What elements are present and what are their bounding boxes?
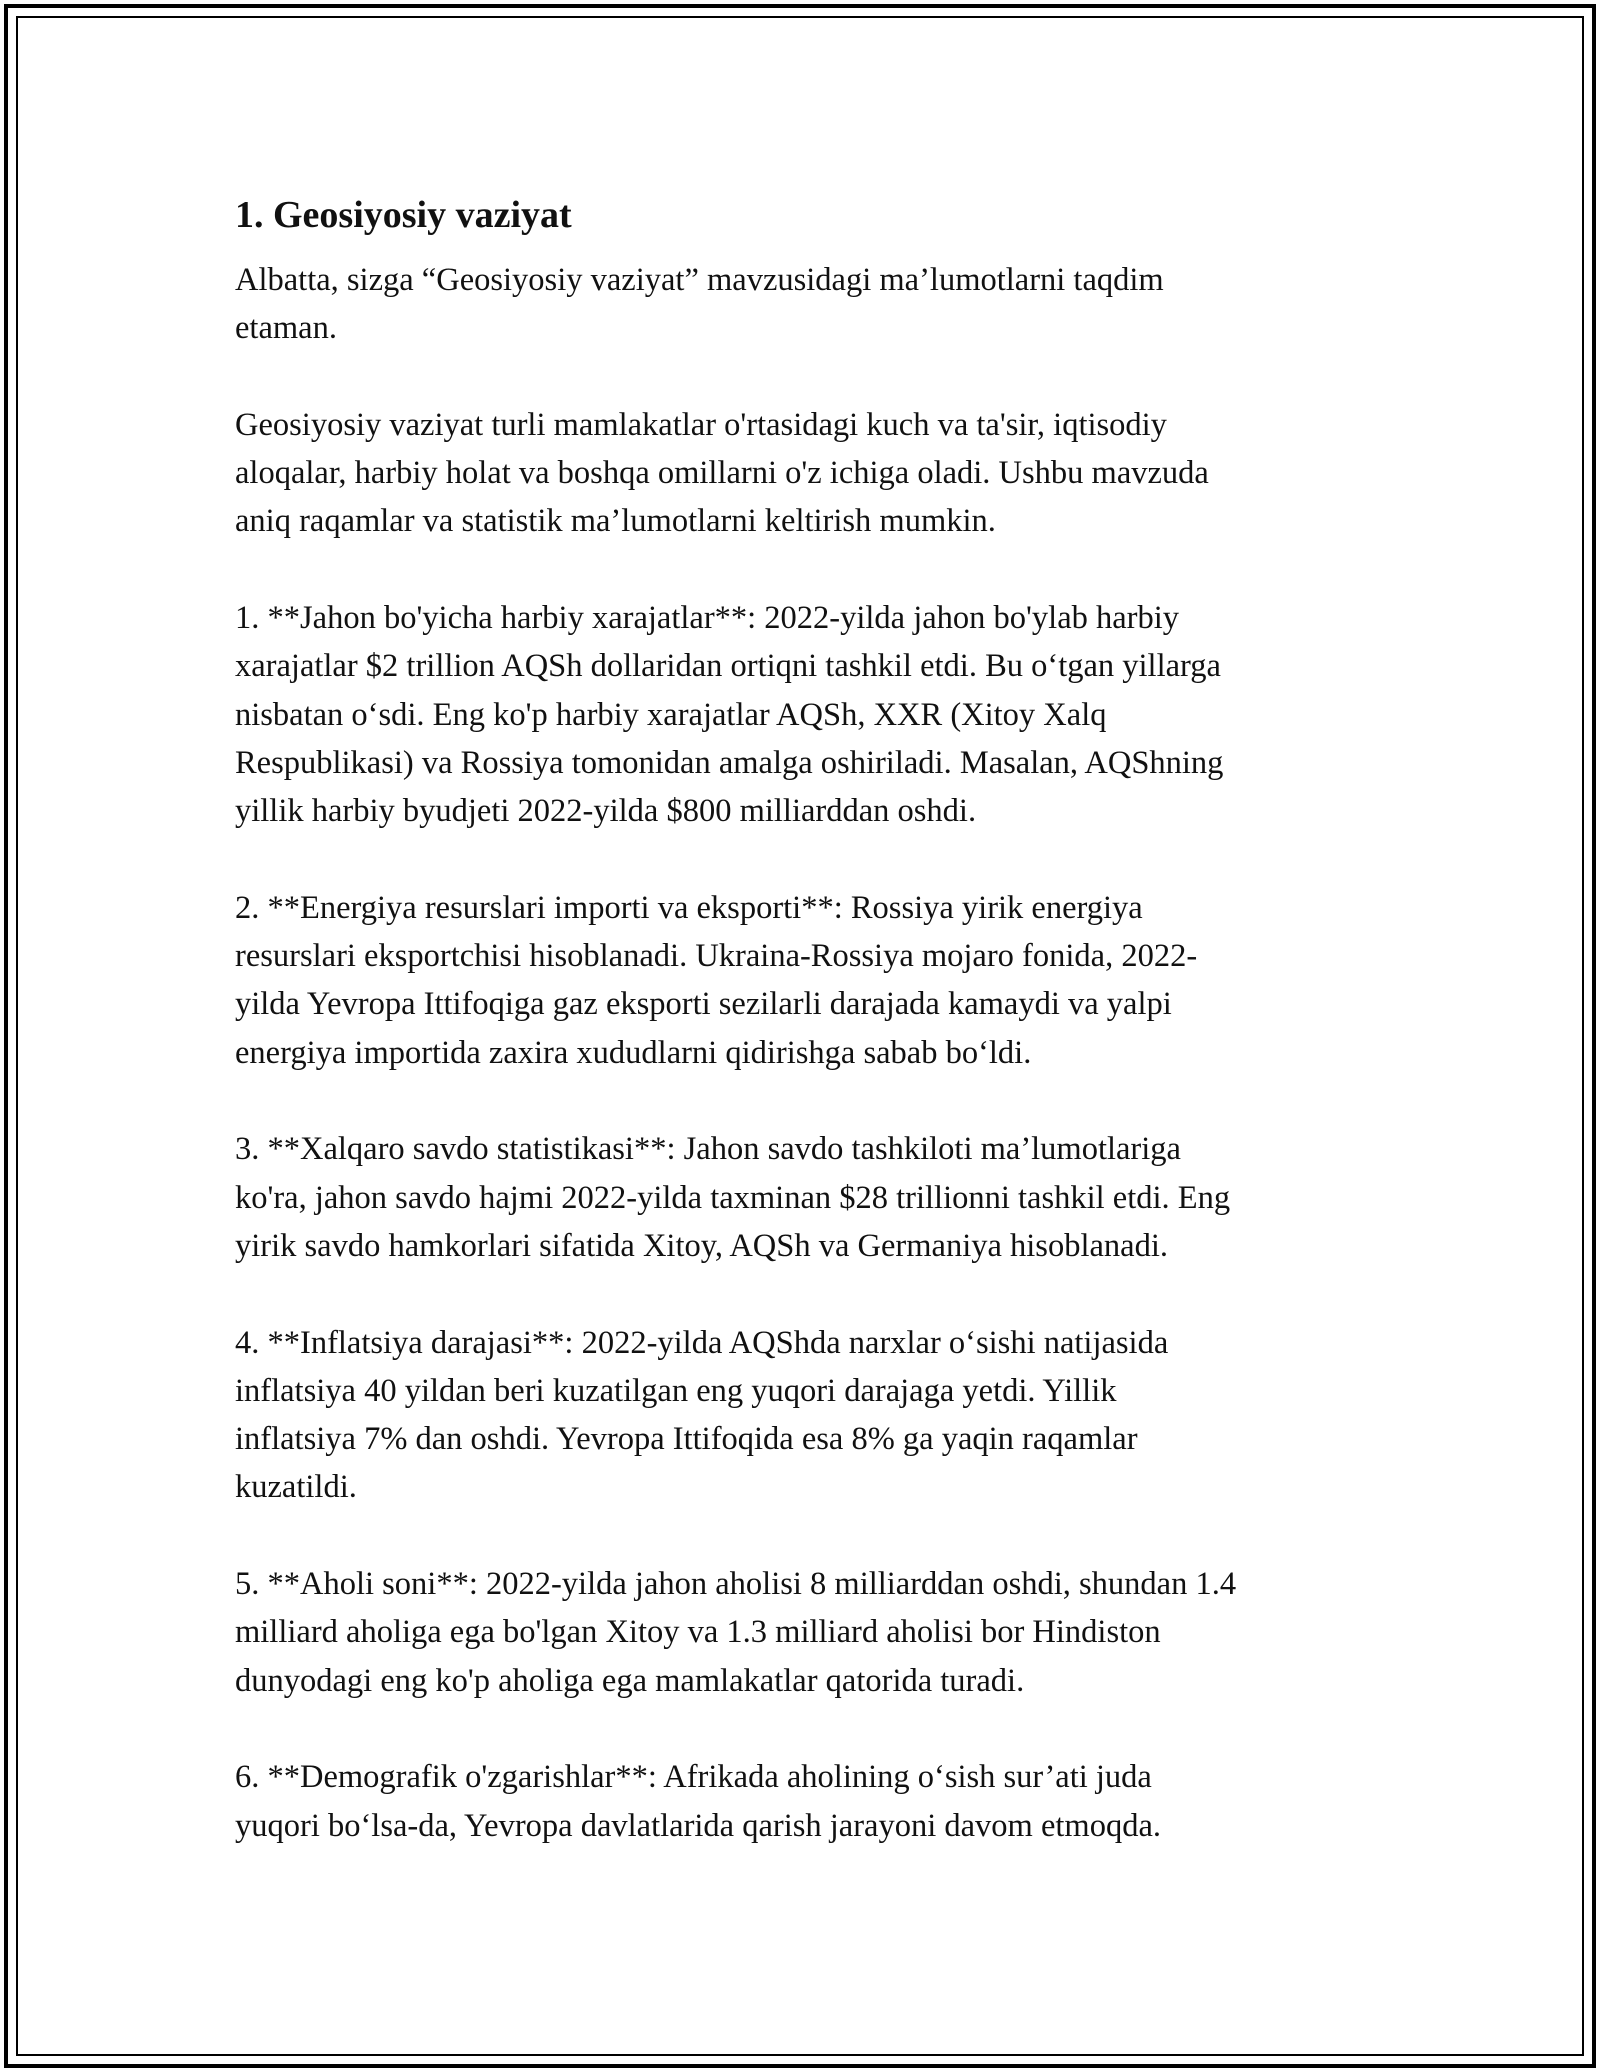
document-title: 1. Geosiyosiy vaziyat [235,194,572,236]
list-item-population: 5. **Aholi soni**: 2022-yilda jahon aholisi 8 milliarddan oshdi, shundan 1.4 milliard aholiga ega bo'lgan Xitoy va 1.3 milliard aholisi bor Hindiston dunyodagi eng ko'p aholiga ega mamlakatlar qatorida turadi. [235,1566,1237,1699]
list-item-demographics: 6. **Demografik o'zgarishlar**: Afrikada aholining o‘sish sur’ati juda yuqori bo‘lsa-da, Yevropa davlatlarida qarish jarayoni davom etmoqda. [235,1759,1161,1844]
overview-paragraph: Geosiyosiy vaziyat turli mamlakatlar o'rtasidagi kuch va ta'sir, iqtisodiy aloqalar, harbiy holat va boshqa omillarni o'z ichiga oladi. Ushbu mavzuda aniq raqamlar va statistik ma’lumotlarni keltirish mumkin. [235,406,1209,540]
intro-paragraph: Albatta, sizga “Geosiyosiy vaziyat” mavzusidagi ma’lumotlarni taqdim etaman. [235,262,1164,347]
list-item-military-spending: 1. **Jahon bo'yicha harbiy xarajatlar**: 2022-yilda jahon bo'ylab harbiy xarajatlar $2 trillion AQSh dollaridan ortiqni tashkil etdi. Bu o‘tgan yillarga nisbatan o‘sdi. Eng ko'p harbiy xarajatlar AQSh, XXR (Xitoy Xalq Respublikasi) va Rossiya tomonidan amalga oshiriladi. Masalan, AQShning yillik harbiy byudjeti 2022-yilda $800 milliarddan oshdi. [235,600,1224,830]
list-item-trade-statistics: 3. **Xalqaro savdo statistikasi**: Jahon savdo tashkiloti ma’lumotlariga ko'ra, jahon savdo hajmi 2022-yilda taxminan $28 trillionni tashkil etdi. Eng yirik savdo hamkorlari sifatida Xitoy, AQSh va Germaniya hisoblanadi. [235,1131,1231,1264]
list-item-inflation: 4. **Inflatsiya darajasi**: 2022-yilda AQShda narxlar o‘sishi natijasida inflatsiya 40 yildan beri kuzatilgan eng yuqori darajaga yetdi. Yillik inflatsiya 7% dan oshdi. Yevropa Ittifoqida esa 8% ga yaqin raqamlar kuzatildi. [235,1324,1169,1506]
document-body [235,186,1385,1898]
list-item-energy-resources: 2. **Energiya resurslari importi va eksporti**: Rossiya yirik energiya resurslari eksportchisi hisoblanadi. Ukraina-Rossiya mojaro fonida, 2022- yilda Yevropa Ittifoqiga gaz eksporti sezilarli darajada kamaydi va yalpi energiya importida zaxira xududlarni qidirishga sabab bo‘ldi. [235,889,1198,1071]
